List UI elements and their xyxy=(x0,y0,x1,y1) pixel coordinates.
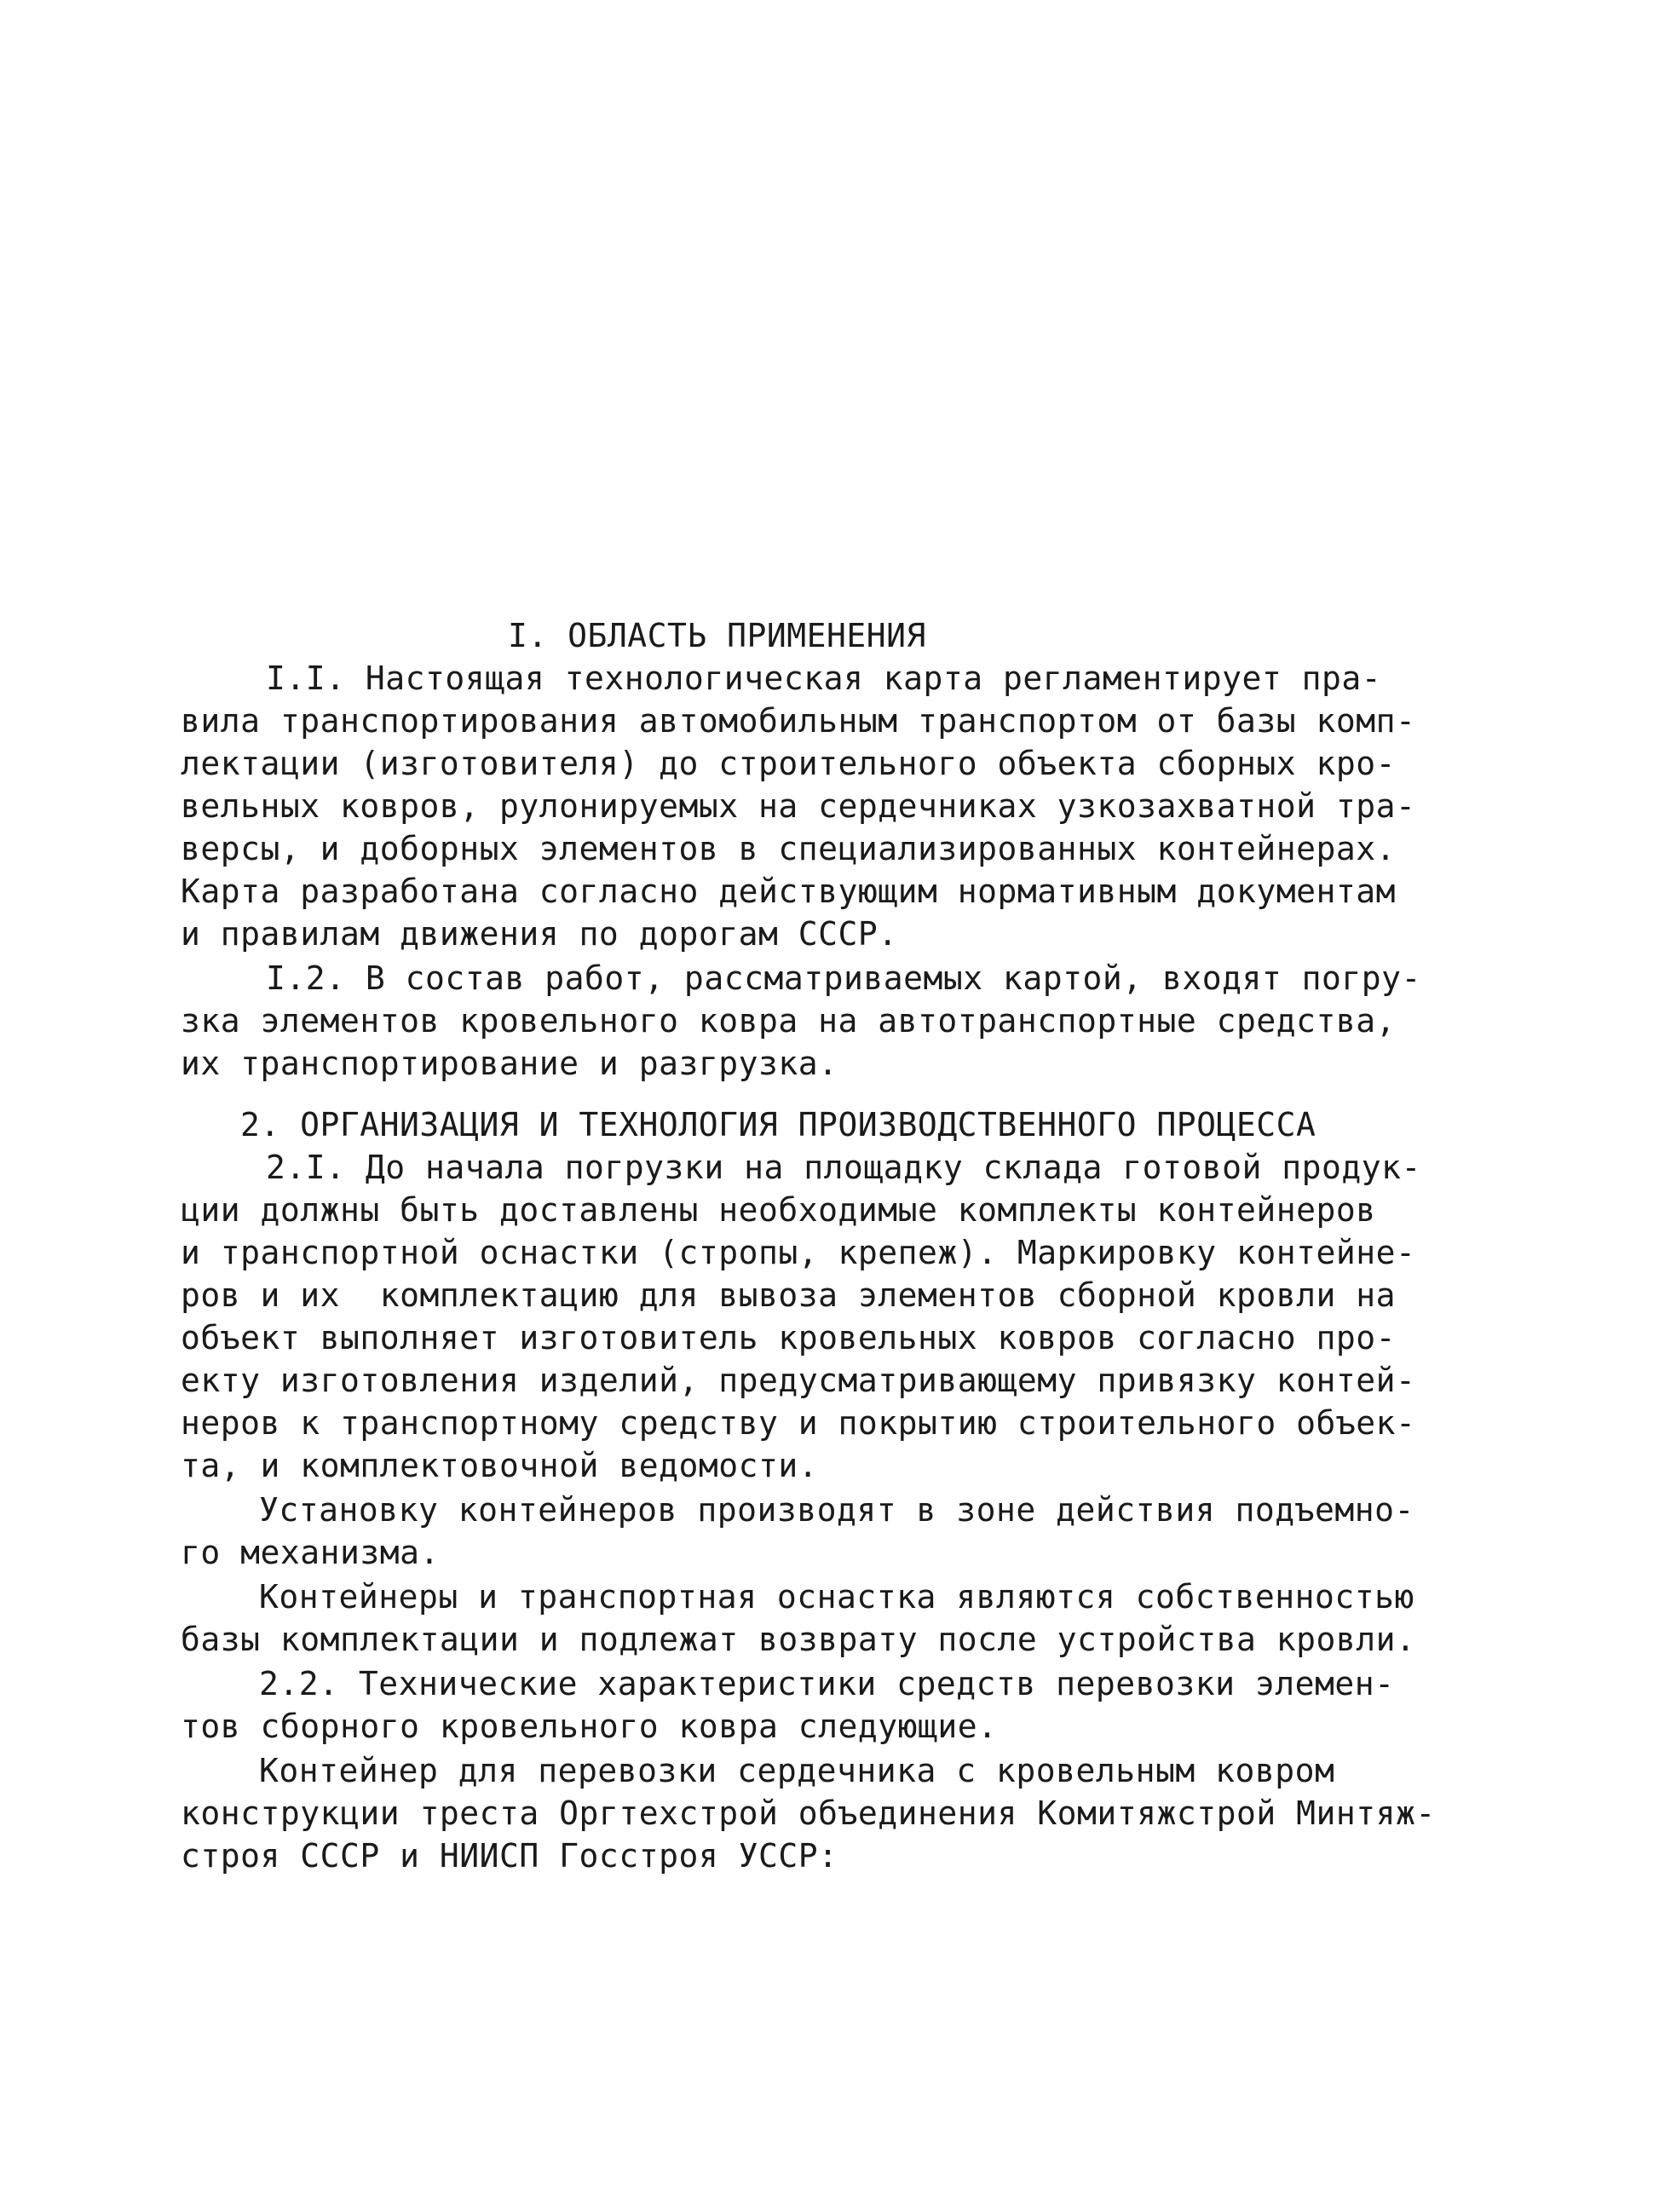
text-line: вельных ковров, рулонируемых на сердечниках узкозахватной тра- xyxy=(181,787,1416,825)
text-line: Контейнеры и транспортная оснастка являются собственностью xyxy=(259,1578,1414,1616)
text-line: 2.I. До начала погрузки на площадку склада готовой продук- xyxy=(266,1149,1421,1186)
text-line: лектации (изготовителя) до строительного объекта сборных кро- xyxy=(181,745,1397,782)
text-line: го механизма. xyxy=(181,1534,440,1571)
text-line: версы, и доборных элементов в специализированных контейнерах. xyxy=(181,830,1397,867)
text-line: объект выполняет изготовитель кровельных ковров согласно про- xyxy=(181,1319,1397,1357)
text-line: тов сборного кровельного ковра следующие. xyxy=(181,1708,998,1745)
text-line: базы комплектации и подлежат возврату после устройства кровли. xyxy=(181,1621,1416,1658)
text-line: I.2. В состав работ, рассматриваемых картой, входят погру- xyxy=(266,959,1421,997)
section-1-heading: I. ОБЛАСТЬ ПРИМЕНЕНИЯ xyxy=(508,617,926,654)
section-2-heading: 2. ОРГАНИЗАЦИЯ И ТЕХНОЛОГИЯ ПРОИЗВОДСТВЕННОГО ПРОЦЕССА xyxy=(240,1106,1316,1143)
text-line: неров к транспортному средству и покрытию строительного объек- xyxy=(181,1404,1416,1442)
text-line: Установку контейнеров производят в зоне действия подъемно- xyxy=(259,1491,1414,1529)
text-line: та, и комплектовочной ведомости. xyxy=(181,1447,819,1484)
text-line: зка элементов кровельного ковра на автотранспортные средства, xyxy=(181,1002,1397,1040)
text-line: вила транспортирования автомобильным транспортом от базы комп- xyxy=(181,702,1416,740)
text-line: Контейнер для перевозки сердечника с кровельным ковром xyxy=(259,1752,1335,1789)
text-line: строя СССР и НИИСП Госстроя УССР: xyxy=(181,1837,838,1875)
text-line: ров и их комплектацию для вывоза элементов сборной кровли на xyxy=(181,1276,1397,1314)
text-line: их транспортирование и разгрузка. xyxy=(181,1045,838,1082)
text-line: и транспортной оснастки (стропы, крепеж). Маркировку контейне- xyxy=(181,1234,1416,1271)
text-line: конструкции треста Оргтехстрой объединения Комитяжстрой Минтяж- xyxy=(181,1794,1436,1832)
text-line: екту изготовления изделий, предусматривающему привязку контей- xyxy=(181,1362,1416,1399)
text-line: и правилам движения по дорогам СССР. xyxy=(181,915,898,953)
text-line: I.I. Настоящая технологическая карта регламентирует пра- xyxy=(266,660,1382,697)
text-line: 2.2. Технические характеристики средств перевозки элемен- xyxy=(259,1665,1395,1702)
text-line: Карта разработана согласно действующим нормативным документам xyxy=(181,873,1397,910)
text-line: ции должны быть доставлены необходимые комплекты контейнеров xyxy=(181,1191,1376,1229)
